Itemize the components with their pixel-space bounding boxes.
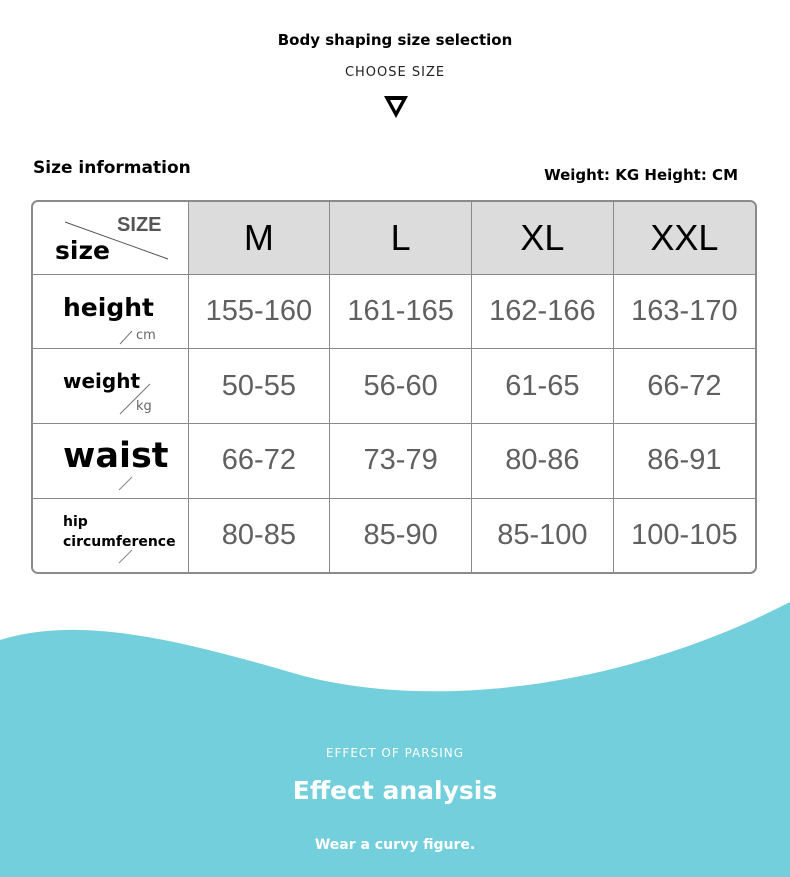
- page-title: Body shaping size selection: [277, 31, 513, 49]
- row-label-text: weight: [63, 369, 141, 394]
- table-cell: 66-72: [613, 349, 755, 424]
- table-cell: 162-166: [472, 274, 614, 349]
- row-label-weight: [33, 349, 188, 424]
- table-cell: 80-86: [472, 424, 614, 499]
- effect-description: Wear a curvy figure.: [314, 837, 476, 853]
- corner-row-label: size: [55, 236, 110, 265]
- table-row: [33, 349, 755, 424]
- row-label-waist: [33, 424, 188, 499]
- units-note: Weight: KG Height: CM: [544, 166, 738, 184]
- table-cell: 85-90: [330, 498, 472, 572]
- row-unit: cm: [136, 327, 156, 343]
- table-row: [33, 424, 755, 499]
- row-label-text: hip circumference: [63, 513, 176, 550]
- wave-background: [0, 590, 790, 877]
- effect-title: Effect analysis: [292, 776, 498, 805]
- table-row: [33, 498, 755, 572]
- table-cell: 85-100: [472, 498, 614, 572]
- size-table: [31, 200, 757, 574]
- page-subtitle: CHOOSE SIZE: [344, 65, 446, 80]
- row-unit: kg: [136, 399, 152, 415]
- table-cell: 100-105: [613, 498, 755, 572]
- table-cell: 161-165: [330, 274, 472, 349]
- table-header-row: [33, 202, 755, 274]
- table-cell: 80-85: [188, 498, 330, 572]
- column-header-xxl: XXL: [613, 202, 755, 274]
- table-row: [33, 274, 755, 349]
- table-cell: 155-160: [188, 274, 330, 349]
- size-info-title: Size information: [33, 158, 191, 178]
- table-cell: 163-170: [613, 274, 755, 349]
- effect-subtitle: EFFECT OF PARSING: [325, 746, 465, 760]
- table-cell: 61-65: [472, 349, 614, 424]
- row-label-text: height: [63, 292, 154, 322]
- column-header-xl: XL: [472, 202, 614, 274]
- row-label-text: waist: [63, 436, 169, 477]
- corner-size-label: SIZE: [117, 214, 162, 236]
- table-cell: 66-72: [188, 424, 330, 499]
- column-header-m: M: [188, 202, 330, 274]
- down-triangle-icon: [382, 94, 410, 120]
- table-cell: 86-91: [613, 424, 755, 499]
- table-cell: 73-79: [330, 424, 472, 499]
- row-label-height: [33, 274, 188, 349]
- table-cell: 56-60: [330, 349, 472, 424]
- table-cell: 50-55: [188, 349, 330, 424]
- row-label-hip: [33, 498, 188, 572]
- corner-cell: [33, 202, 188, 274]
- column-header-l: L: [330, 202, 472, 274]
